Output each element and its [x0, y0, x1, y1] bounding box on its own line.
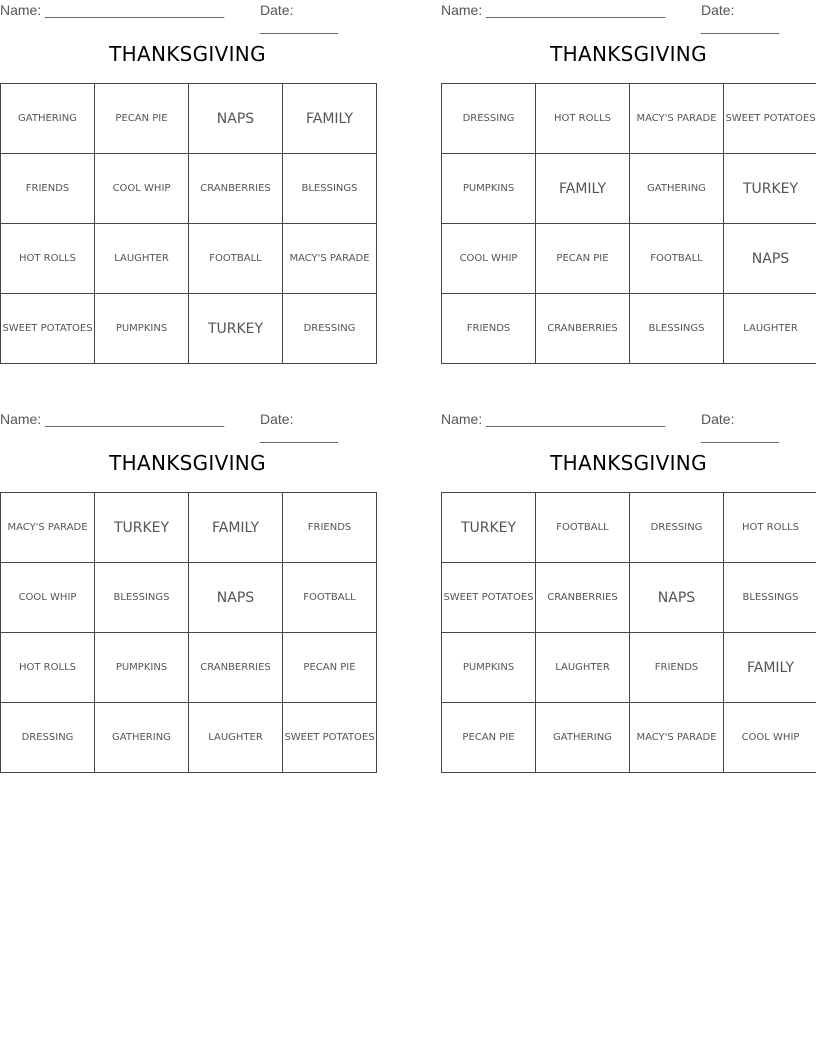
grid-cell: CRANBERRIES — [189, 154, 283, 224]
grid-cell: NAPS — [630, 563, 724, 633]
grid-cell: MACY'S PARADE — [630, 84, 724, 154]
grid-cell: MACY'S PARADE — [630, 703, 724, 773]
grid-cell: SWEET POTATOES — [442, 563, 536, 633]
grid-cell: FOOTBALL — [536, 493, 630, 563]
grid-row — [1, 224, 377, 294]
grid-cell: BLESSINGS — [724, 563, 816, 633]
grid-cell: NAPS — [189, 84, 283, 154]
grid-cell: PUMPKINS — [442, 633, 536, 703]
grid-row — [1, 154, 377, 224]
grid-cell: BLESSINGS — [283, 154, 377, 224]
date-field[interactable]: Date: __________ — [260, 411, 338, 443]
grid-cell: MACY'S PARADE — [283, 224, 377, 294]
grid-cell: NAPS — [189, 563, 283, 633]
grid-cell: LAUGHTER — [95, 224, 189, 294]
bingo-card-2 — [441, 0, 816, 334]
card-header — [441, 0, 816, 34]
grid-row — [442, 294, 816, 364]
card-title: THANKSGIVING — [109, 42, 266, 66]
grid-cell: COOL WHIP — [724, 703, 816, 773]
grid-cell: SWEET POTATOES — [1, 294, 95, 364]
grid-cell: COOL WHIP — [95, 154, 189, 224]
date-field[interactable]: Date: __________ — [701, 411, 779, 443]
grid-cell: FRIENDS — [283, 493, 377, 563]
grid-row — [442, 563, 816, 633]
bingo-grid — [441, 83, 816, 364]
grid-row — [1, 703, 377, 773]
grid-cell: FOOTBALL — [189, 224, 283, 294]
grid-cell: PUMPKINS — [442, 154, 536, 224]
name-field[interactable]: Name: _______________________ — [441, 411, 666, 427]
grid-cell: HOT ROLLS — [724, 493, 816, 563]
bingo-card-4 — [441, 409, 816, 743]
card-title: THANKSGIVING — [109, 451, 266, 475]
grid-cell: PECAN PIE — [283, 633, 377, 703]
name-field[interactable]: Name: _______________________ — [441, 2, 666, 18]
grid-cell: PUMPKINS — [95, 294, 189, 364]
grid-cell: DRESSING — [442, 84, 536, 154]
card-title: THANKSGIVING — [550, 451, 707, 475]
grid-cell: MACY'S PARADE — [1, 493, 95, 563]
bingo-grid — [0, 83, 377, 364]
grid-cell: PECAN PIE — [442, 703, 536, 773]
grid-row — [1, 294, 377, 364]
grid-cell: HOT ROLLS — [536, 84, 630, 154]
grid-cell: FRIENDS — [442, 294, 536, 364]
grid-cell: FRIENDS — [1, 154, 95, 224]
grid-cell: TURKEY — [95, 493, 189, 563]
grid-cell: TURKEY — [189, 294, 283, 364]
grid-row — [442, 703, 816, 773]
bingo-card-3 — [0, 409, 375, 743]
grid-cell: FOOTBALL — [630, 224, 724, 294]
grid-cell: SWEET POTATOES — [724, 84, 816, 154]
grid-cell: LAUGHTER — [189, 703, 283, 773]
grid-cell: NAPS — [724, 224, 816, 294]
grid-row — [442, 224, 816, 294]
grid-cell: GATHERING — [630, 154, 724, 224]
grid-row — [442, 154, 816, 224]
grid-cell: TURKEY — [442, 493, 536, 563]
grid-cell: FAMILY — [283, 84, 377, 154]
grid-cell: HOT ROLLS — [1, 633, 95, 703]
grid-cell: PUMPKINS — [95, 633, 189, 703]
grid-cell: BLESSINGS — [630, 294, 724, 364]
card-header — [0, 0, 375, 34]
grid-cell: HOT ROLLS — [1, 224, 95, 294]
date-field[interactable]: Date: __________ — [701, 2, 779, 34]
grid-row — [442, 493, 816, 563]
grid-cell: DRESSING — [1, 703, 95, 773]
grid-cell: GATHERING — [95, 703, 189, 773]
grid-cell: CRANBERRIES — [536, 563, 630, 633]
grid-cell: PECAN PIE — [536, 224, 630, 294]
card-header — [0, 409, 375, 443]
grid-cell: CRANBERRIES — [189, 633, 283, 703]
grid-row — [1, 84, 377, 154]
grid-row — [442, 633, 816, 703]
grid-cell: FRIENDS — [630, 633, 724, 703]
grid-cell: FOOTBALL — [283, 563, 377, 633]
grid-cell: SWEET POTATOES — [283, 703, 377, 773]
grid-cell: GATHERING — [1, 84, 95, 154]
bingo-grid — [0, 492, 377, 773]
name-field[interactable]: Name: _______________________ — [0, 411, 225, 427]
grid-cell: GATHERING — [536, 703, 630, 773]
bingo-card-1 — [0, 0, 375, 337]
card-title: THANKSGIVING — [550, 42, 707, 66]
grid-cell: LAUGHTER — [536, 633, 630, 703]
card-header — [441, 409, 816, 443]
grid-cell: CRANBERRIES — [536, 294, 630, 364]
grid-row — [1, 563, 377, 633]
grid-cell: DRESSING — [283, 294, 377, 364]
grid-row — [1, 493, 377, 563]
bingo-grid — [441, 492, 816, 773]
grid-cell: FAMILY — [724, 633, 816, 703]
grid-cell: COOL WHIP — [1, 563, 95, 633]
grid-cell: FAMILY — [536, 154, 630, 224]
grid-cell: BLESSINGS — [95, 563, 189, 633]
grid-cell: LAUGHTER — [724, 294, 816, 364]
grid-cell: COOL WHIP — [442, 224, 536, 294]
grid-row — [442, 84, 816, 154]
date-field[interactable]: Date: __________ — [260, 2, 338, 34]
grid-cell: TURKEY — [724, 154, 816, 224]
grid-cell: DRESSING — [630, 493, 724, 563]
grid-cell: FAMILY — [189, 493, 283, 563]
grid-cell: PECAN PIE — [95, 84, 189, 154]
grid-row — [1, 633, 377, 703]
name-field[interactable]: Name: _______________________ — [0, 2, 225, 18]
